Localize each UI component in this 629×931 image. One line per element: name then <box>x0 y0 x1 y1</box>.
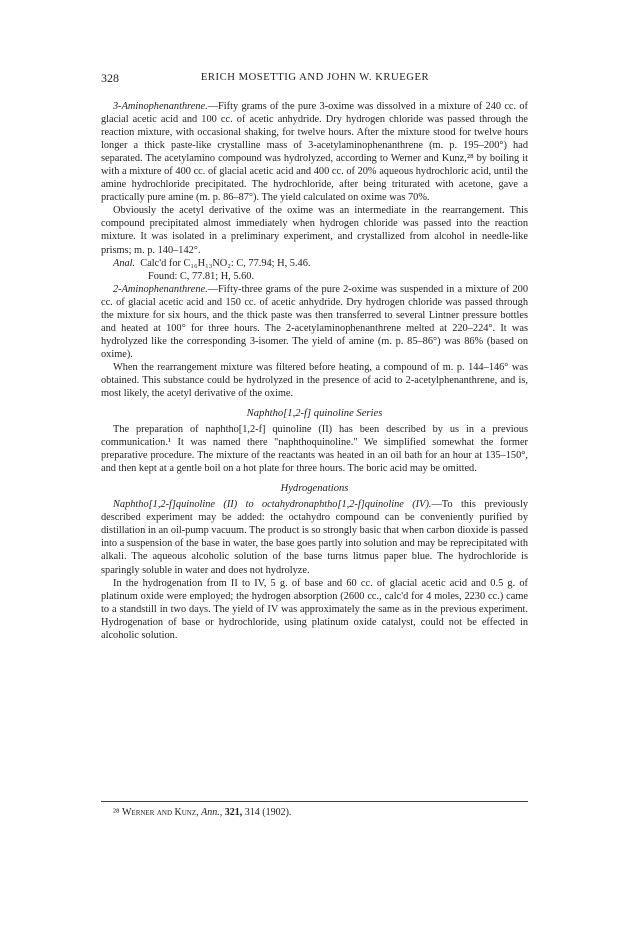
paragraph-octahydro-compound <box>101 498 528 576</box>
footnote-authors: Werner and Kunz, <box>121 807 199 818</box>
paragraph-text: —Fifty-three grams of the pure 2-oxime was suspended in a mixture of 200 cc. of glacial acetic acid and 150 cc. of acetic anhydride. Dry hydrogen chloride was passed through the mixture for six hours, and the thick paste was then transferred to several Lintner pressure bottles and heated at 100° for three hours. The 2-acetylaminophenanthrene melted at 220–224°. It was hydrolyzed like the corresponding 3-isomer. The yield of amine (m. p. 85–86°) was 86% (based on oxime). <box>101 283 528 360</box>
section-heading-hydrogenations: Hydrogenations <box>280 483 349 495</box>
paragraph-2-aminophenanthrene <box>101 283 528 361</box>
footnote-divider <box>101 801 528 802</box>
footnote-journal: Ann., <box>201 807 223 818</box>
page-number: 328 <box>101 71 119 85</box>
running-head: ERICH MOSETTIG AND JOHN W. KRUEGER <box>200 72 430 83</box>
analysis-calculated-text: Calc'd for C₁₆H₁₃NO₂: C, 77.94; H, 5.46. <box>140 257 311 269</box>
paragraph-3-aminophenanthrene <box>101 100 528 204</box>
paragraph-hydrogenation-ii-to-iv: In the hydrogenation from II to IV, 5 g. of base and 60 cc. of glacial acetic acid and 0.5 g. of platinum oxide were employed; the hydrogen absorption (2600 cc., calc'd for 4 moles, 2230 cc.) came to a standstill in two days. The yield of IV was approximately the same as in the previous experiment. Hydrogenation of base or hydrochloride, using platinum oxide catalyst, could not be effected in alcoholic solution. <box>101 577 528 641</box>
section-heading-quinoline-series: Naphtho[1,2-f] quinoline Series <box>246 408 383 420</box>
paragraph-text: —To this previously described experiment may be added: the octahydro compound can be conveniently purified by distillation in an oil-pump vacuum. The product is so strongly basic that when carbon dioxide is passed into a suspension of the base in water, the base goes partly into solution and may be reprecipitated with alkali. The aqueous alcoholic solution of the base turns litmus paper blue. The hydrochloride is sparingly soluble in water and does not hydrolyze. <box>101 499 528 576</box>
analysis-calculated <box>101 257 528 270</box>
paragraph-title: 3-Aminophenanthrene. <box>113 101 208 112</box>
footnote <box>113 806 528 819</box>
paragraph-title: Naphtho[1,2-f]quinoline (II) to octahydronaphtho[1,2-f]quinoline (IV). <box>113 499 432 511</box>
paragraph-title: 2-Aminophenanthrene. <box>113 283 208 295</box>
paragraph-acetyl-derivative: Obviously the acetyl derivative of the oxime was an intermediate in the rearrangement. This compound precipitated almost immediately when hydrogen chloride was passed into the reaction mixture. It was isolated in a preliminary experiment, and crystallized from alcohol in needle-like prisms; m. p. 140–142°. <box>101 205 528 256</box>
paragraph-rearrangement-mixture: When the rearrangement mixture was filtered before heating, a compound of m. p. 144–146° was obtained. This substance could be hydrolyzed in the presence of acid to 2-acetylphenanthrene, and is, most likely, the acetyl derivative of the oxime. <box>101 361 528 400</box>
article-body <box>101 100 528 642</box>
page-header <box>101 71 529 85</box>
footnote-pages: 314 (1902). <box>244 807 292 818</box>
analysis-label: Anal. <box>113 257 136 269</box>
footnote-marker: ²⁸ <box>113 807 120 818</box>
analysis-found: Found: C, 77.81; H, 5.60. <box>148 270 255 282</box>
paragraph-naphthoquinoline-preparation: The preparation of naphtho[1,2-f] quinoline (II) has been described by us in a previous communication.¹ It was named there "naphthoquinoline." We simplified somewhat the former preparative procedure. The mixture of the reactants was heated in an oil bath for an hour at 135–150°, and then kept at a gentle boil on a hot plate for three hours. The boric acid may be omitted. <box>101 424 528 475</box>
footnote-volume: 321, <box>224 807 243 818</box>
paragraph-text: —Fifty grams of the pure 3-oxime was dissolved in a mixture of 240 cc. of glacial acetic acid and 100 cc. of acetic anhydride. Dry hydrogen chloride was passed through the reaction mixture, with occasional shaking, for twelve hours. After the mixture stood for twelve hours longer a thick paste-like crystalline mass of 3-acetylaminophenanthrene (m. p. 195–200°) had separated. The acetylamino compound was hydrolyzed, according to Werner and Kunz,²⁸ by boiling it with a mixture of 400 cc. of glacial acetic acid and 400 cc. of 20% aqueous hydrochloric acid, until the amine hydrochloride precipitated. The hydrochloride, after being triturated with acetone, gave a practically pure amine (m. p. 86–87°). The yield calculated on oxime was 70%. <box>101 101 528 204</box>
